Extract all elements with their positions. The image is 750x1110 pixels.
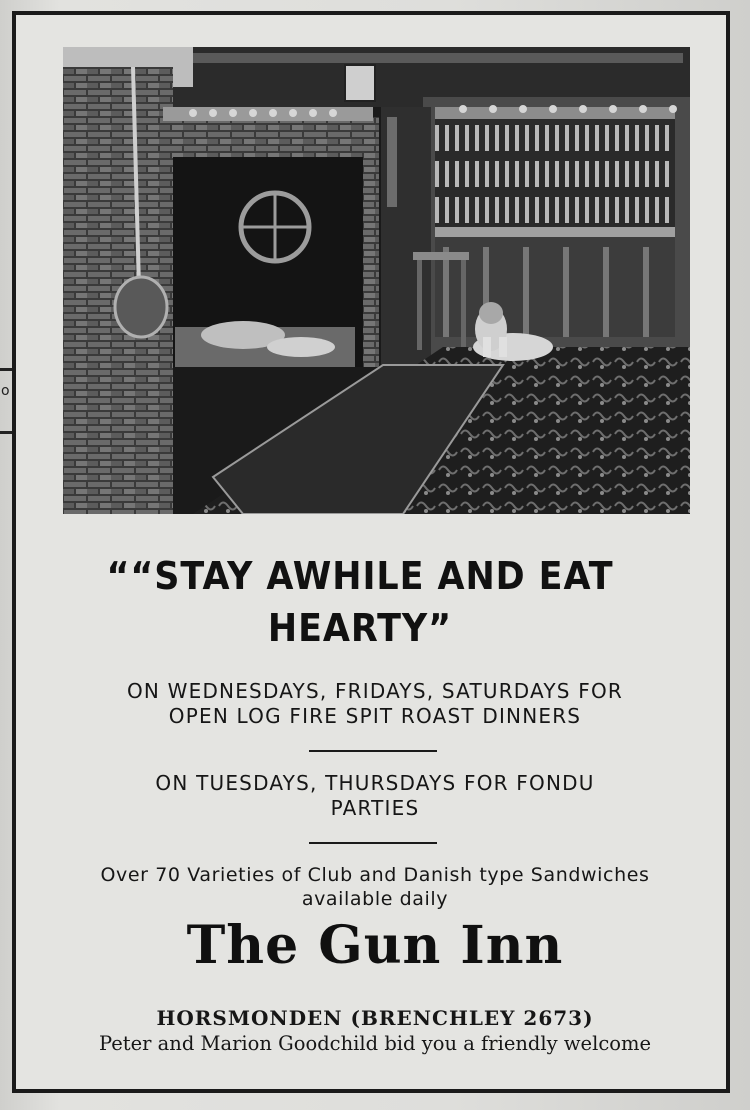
pub-interior-illustration (63, 47, 690, 514)
headline-line-1: ““STAY AWHILE AND EAT (106, 554, 614, 598)
address-phone: HORSMONDEN (BRENCHLEY 2673) (156, 1006, 594, 1030)
fondu-parties-line-1: ON TUESDAYS, THURSDAYS FOR FONDU (155, 771, 595, 795)
roast-dinners-line-2: OPEN LOG FIRE SPIT ROAST DINNERS (168, 704, 582, 728)
inn-name-logo: The Gun Inn (186, 915, 564, 976)
divider-rule (309, 842, 437, 844)
fondu-parties-line-2: PARTIES (330, 796, 420, 820)
sandwiches-line-1: Over 70 Varieties of Club and Danish type Sandwiches (100, 864, 650, 886)
adjacent-page-letter: o (1, 383, 10, 399)
roast-dinners-line-1: ON WEDNESDAYS, FRIDAYS, SATURDAYS FOR (126, 679, 623, 703)
headline-line-2: HEARTY” (267, 606, 453, 650)
pub-interior-photo (63, 47, 690, 514)
sandwiches-line-2: available daily (301, 888, 449, 910)
divider-rule (309, 750, 437, 752)
welcome-line: Peter and Marion Goodchild bid you a friendly welcome (98, 1032, 652, 1055)
